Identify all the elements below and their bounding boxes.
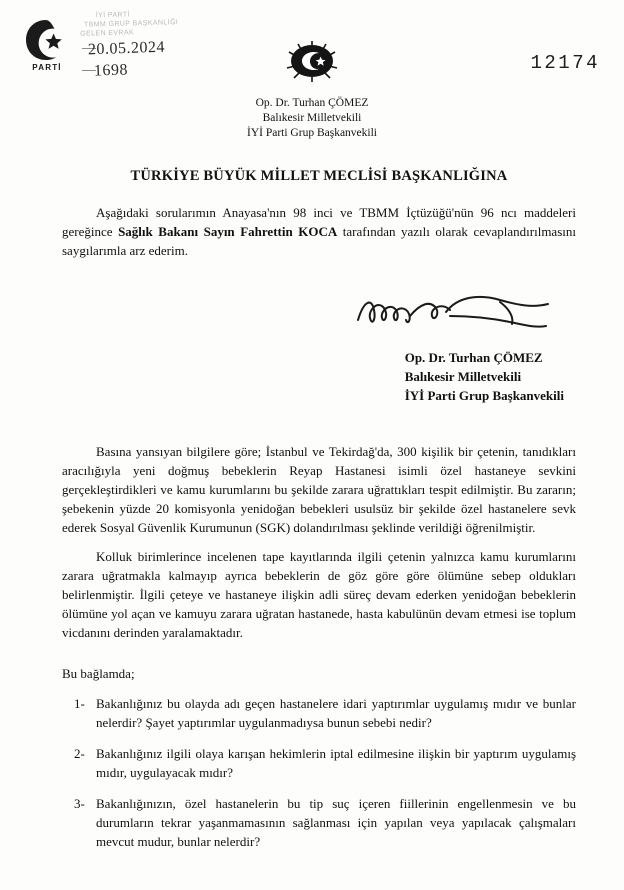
author-constituency: Balıkesir Milletvekili	[262, 112, 362, 124]
signature-block	[405, 348, 564, 405]
stamp-date: 20.05.2024	[87, 38, 166, 59]
document-body	[62, 168, 576, 863]
tbmm-emblem-icon	[281, 38, 343, 84]
list-item	[62, 694, 576, 732]
question-text: Bakanlığınız ilgili olaya karışan hekimlerin iptal edilmesine ilişkin bir yaptırım uygulamış mıdır, uygulayacak mıdır?	[96, 746, 576, 780]
signature-constituency: Balıkesir Milletvekili	[404, 369, 522, 384]
intro-paragraph	[62, 203, 576, 260]
question-number: 2-	[74, 746, 85, 761]
party-logo	[20, 18, 74, 80]
body-paragraph-2: Kolluk birimlerince incelenen tape kayıtlarında ilgili çetenin yalnızca kamu kurumlarını zarara uğratmakla kalmayıp ayrıca bebeklerin de göz göre göre ölümüne sebep oldukları belirlenmiştir. İlgili çeteye ve hastaneye ilişkin adli süreç devam ederken yenidoğan bebeklerin ölümüne yol açan ve kamuyu zarara uğratan hastanede, hasta kabulünün devam etmesi ise toplum vicdanını derinden yaralamaktadır.	[62, 549, 576, 640]
handwritten-signature	[350, 286, 560, 342]
list-item	[62, 744, 576, 782]
crescent-star-icon	[20, 18, 72, 62]
spacer	[62, 406, 576, 442]
author-name: Op. Dr. Turhan ÇÖMEZ	[255, 97, 369, 109]
list-item	[62, 794, 576, 851]
signature-name: Op. Dr. Turhan ÇÖMEZ	[404, 350, 543, 365]
body-paragraph-1: Basına yansıyan bilgilere göre; İstanbul ve Tekirdağ'da, 300 kişilik bir çetenin, tanıdıkları aracılığıyla yeni doğmuş bebeklerin Reyap Hastanesi isimli özel hastaneye sevkini gerçekleştirdikleri ve kamu kurumlarını bu şekilde zarara uğrattıkları tespit edilmiştir. Bu zararın; şebekenin yüzde 20 komisyonla yenidoğan bebekleri usulsüz bir şekilde özel hastanelere sevk ederek Sosyal Güvenlik Kurumunun (SGK) dolandırılması şeklinde verildiği öğrenilmiştir.	[62, 444, 576, 535]
author-titles	[0, 96, 624, 141]
question-text: Bakanlığınızın, özel hastanelerin bu tip suç içeren fiillerinin engellenmesin ve bu durumların tekrar yaşanmamasının sağlanması için yapılan veya yapılacak çalışmaları mevcut mudur, bunlar nelerdir?	[96, 796, 576, 849]
party-logo-label: PARTİ	[32, 63, 62, 72]
signature-role: İYİ Parti Grup Başkanvekili	[404, 388, 564, 403]
stamp-line-3: GELEN EVRAK	[80, 29, 135, 38]
stamp-line-1: İYİ PARTİ	[95, 11, 130, 20]
question-text: Bakanlığınız bu olayda adı geçen hastanelere idari yaptırımlar uygulamış mıdır ve bunlar nelerdir? Şayet yaptırımlar uygulanmadıysa bunun sebebi nedir?	[96, 696, 576, 730]
incoming-stamp	[78, 10, 213, 90]
signature-area	[62, 286, 576, 406]
stamp-number: 1698	[93, 61, 129, 80]
document-header	[0, 0, 624, 150]
question-number: 3-	[74, 796, 85, 811]
intro-text-bold: Sağlık Bakanı Sayın Fahrettin KOCA	[118, 224, 338, 239]
author-role: İYİ Parti Grup Başkanvekili	[247, 127, 377, 139]
question-number: 1-	[74, 696, 85, 711]
document-number: 12174	[530, 52, 600, 74]
stamp-line-2: TBMM GRUP BAŞKANLIĞI	[83, 19, 179, 29]
questions-list	[62, 694, 576, 851]
intro-text-part1: Aşağıdaki sorularımın Anayasa'nın 98 inci ve TBMM İçtüzüğü'nün 96 ncı maddeleri gereğince	[62, 205, 576, 239]
context-label: Bu bağlamda;	[62, 666, 135, 681]
stamp-faint-text	[78, 8, 214, 39]
intro-text-part2: tarafından yazılı olarak cevaplandırılmasını saygılarımla arz ederim.	[62, 224, 576, 258]
page-title: TÜRKİYE BÜYÜK MİLLET MECLİSİ BAŞKANLIĞINA	[130, 168, 508, 184]
